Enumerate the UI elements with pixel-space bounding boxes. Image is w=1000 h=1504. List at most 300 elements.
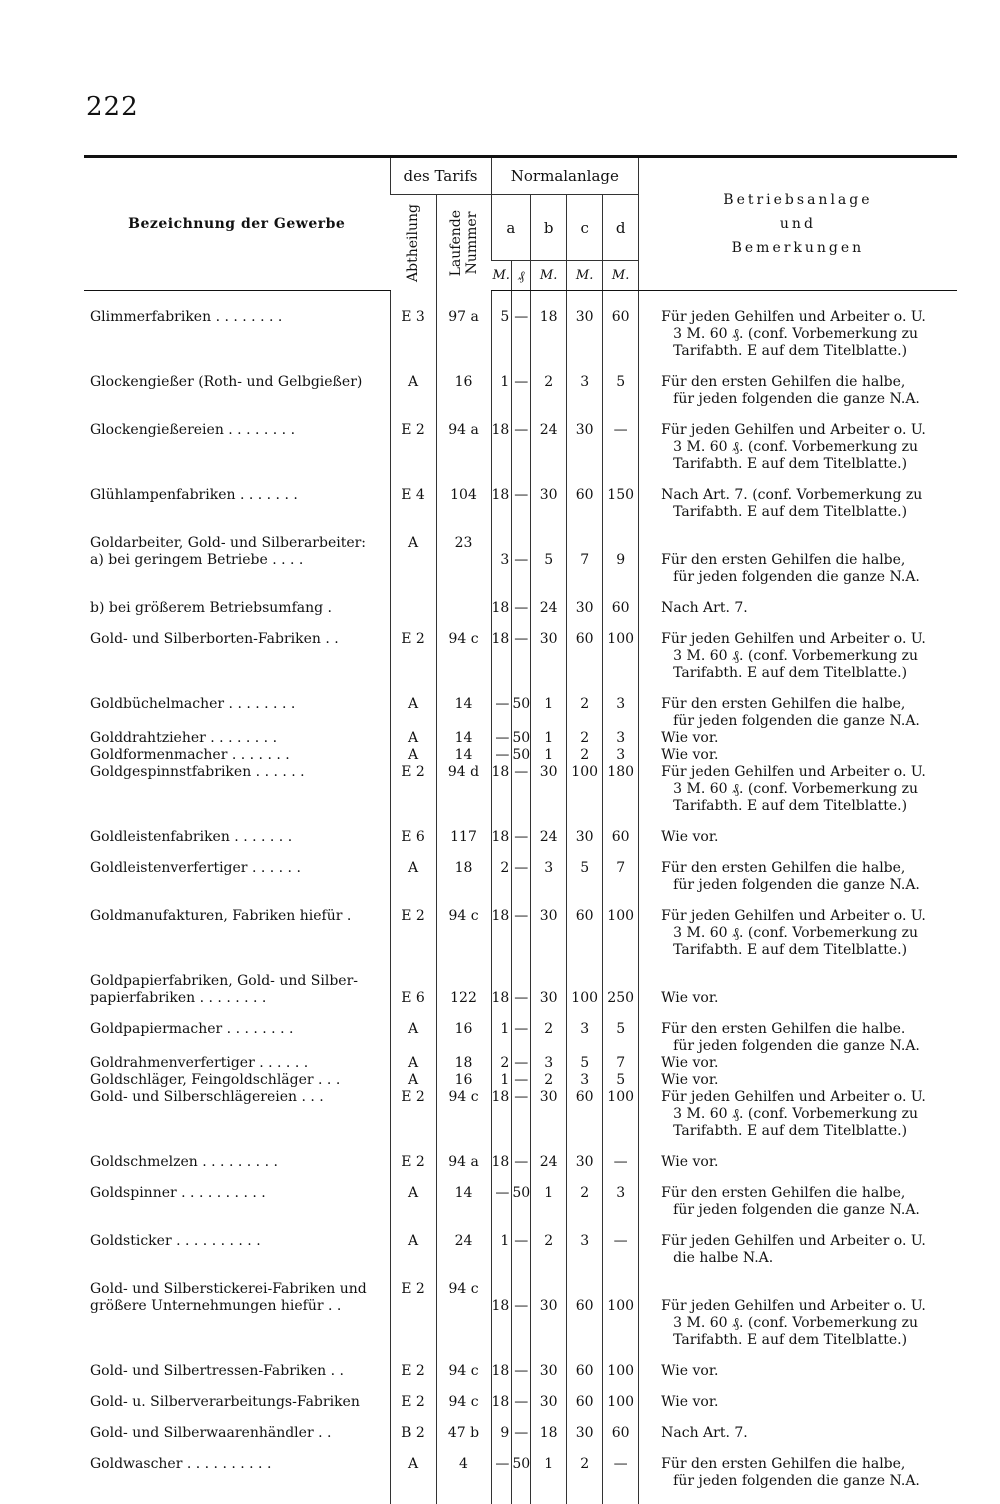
laufende-nummer-cell	[436, 973, 491, 1021]
table-row	[84, 1456, 957, 1504]
remarks-line: 3 M. 60 ₰. (conf. Vorbemerkung zu	[661, 1315, 957, 1332]
rate-a-mark-cell	[491, 1055, 512, 1072]
rate-b-cell-value: 30	[540, 631, 558, 647]
rate-a-pfennig-cell	[512, 1394, 531, 1425]
remarks-line: 3 M. 60 ₰. (conf. Vorbemerkung zu	[661, 925, 957, 942]
rate-d-cell-value: —	[614, 1154, 628, 1170]
rate-c-cell-value: 3	[580, 1233, 589, 1249]
abteilung-cell-value: A	[408, 860, 418, 876]
trade-name-line: Gold- und Silberschlägereien . . .	[90, 1089, 386, 1106]
rate-b-cell-value: 24	[540, 829, 558, 845]
laufende-nummer-cell-value: 94 a	[448, 422, 479, 438]
rate-b-cell	[531, 764, 567, 829]
abteilung-cell	[390, 1363, 436, 1394]
rate-c-cell-value: 60	[576, 1089, 594, 1105]
remarks-line: Wie vor.	[661, 1394, 957, 1411]
header-remarks	[639, 157, 957, 291]
rate-c-cell	[567, 908, 603, 973]
abteilung-cell	[390, 1425, 436, 1456]
rate-d-cell-value: 180	[607, 764, 634, 780]
trade-name-line: Gold- und Silbertressen-Fabriken . .	[90, 1363, 386, 1380]
header-unit-mark: M.	[491, 261, 512, 291]
rate-b-cell-value: 30	[540, 1363, 558, 1379]
rate-a-pfennig-cell	[512, 747, 531, 764]
abteilung-cell-value: E 3	[401, 309, 425, 325]
laufende-nummer-cell-value: 14	[455, 747, 473, 763]
remarks-line: Für jeden Gehilfen und Arbeiter o. U.	[661, 1298, 957, 1315]
rate-c-cell-value: 2	[580, 730, 589, 746]
laufende-nummer-cell-value: 18	[455, 1055, 473, 1071]
rate-b-cell	[531, 1394, 567, 1425]
rate-a-pfennig-cell-value: —	[514, 422, 528, 438]
trade-name-line: Goldsticker . . . . . . . . . .	[90, 1233, 386, 1250]
header-remarks-line-3: Bemerkungen	[639, 236, 957, 260]
remarks-line: Wie vor.	[661, 1072, 957, 1089]
spacer	[661, 535, 957, 552]
rate-a-pfennig-cell-value: —	[514, 1021, 528, 1037]
laufende-nummer-cell-value: 14	[455, 696, 473, 712]
abteilung-cell-value: A	[408, 1456, 418, 1472]
remarks-line: Tarifabth. E auf dem Titelblatte.)	[661, 1332, 957, 1349]
rate-a-mark-cell	[491, 631, 512, 696]
laufende-nummer-cell	[436, 1089, 491, 1154]
table-row	[84, 1055, 957, 1072]
rate-c-cell	[567, 600, 603, 631]
rate-c-cell-value: 60	[576, 631, 594, 647]
rate-a-mark-cell	[491, 730, 512, 747]
rate-b-cell-value: 30	[540, 487, 558, 503]
abteilung-cell-value: A	[408, 730, 418, 746]
remarks-line: Für den ersten Gehilfen die halbe,	[661, 1185, 957, 1202]
table-row	[84, 973, 957, 1021]
rate-d-cell	[603, 1425, 639, 1456]
rate-c-cell	[567, 631, 603, 696]
laufende-nummer-cell-value: 104	[450, 487, 477, 503]
rate-b-cell-value: 30	[540, 1394, 558, 1410]
rate-c-cell	[567, 829, 603, 860]
trade-name-line: Glühlampenfabriken . . . . . . .	[90, 487, 386, 504]
header-laufende-line-1: Laufende	[448, 210, 464, 276]
rate-d-cell	[603, 374, 639, 422]
laufende-nummer-cell-value: 94 c	[448, 1281, 478, 1297]
rate-b-cell	[531, 535, 567, 600]
rate-c-cell-value: 7	[580, 552, 589, 568]
rate-a-mark-cell-value: 1	[500, 1233, 509, 1249]
trade-name	[84, 747, 390, 764]
abteilung-cell-value: E 2	[401, 1154, 425, 1170]
remarks-line: Für den ersten Gehilfen die halbe,	[661, 860, 957, 877]
rate-b-cell	[531, 1089, 567, 1154]
table-body	[84, 291, 957, 1504]
rate-d-cell-value: 5	[616, 1072, 625, 1088]
rate-b-cell-value: 18	[540, 309, 558, 325]
abteilung-cell-value: E 6	[401, 829, 425, 845]
remarks-line: für jeden folgenden die ganze N.A.	[661, 1038, 957, 1055]
trade-name-line: Goldformenmacher . . . . . . .	[90, 747, 386, 764]
rate-b-cell	[531, 696, 567, 730]
laufende-nummer-cell	[436, 1185, 491, 1233]
rate-d-cell	[603, 1072, 639, 1089]
rate-c-cell-value: 3	[580, 374, 589, 390]
rate-c-cell-value: 3	[580, 1021, 589, 1037]
table-header	[84, 157, 957, 291]
rate-d-cell	[603, 1363, 639, 1394]
header-col-a: a	[491, 195, 531, 261]
abteilung-cell	[390, 1089, 436, 1154]
spacer	[492, 535, 510, 552]
abteilung-cell-value: E 2	[401, 1089, 425, 1105]
header-abteilung-label: Abtheilung	[405, 204, 421, 282]
rate-a-mark-cell	[491, 1456, 512, 1504]
remarks-cell	[639, 1072, 957, 1089]
rate-b-cell	[531, 747, 567, 764]
rate-a-pfennig-cell	[512, 1089, 531, 1154]
spacer	[437, 973, 491, 990]
header-col-b: b	[531, 195, 567, 261]
laufende-nummer-cell-value: 94 c	[448, 631, 478, 647]
trade-name	[84, 1394, 390, 1425]
rate-b-cell-value: 1	[544, 747, 553, 763]
rate-a-pfennig-cell-value: —	[514, 1154, 528, 1170]
abteilung-cell-value: A	[408, 1233, 418, 1249]
rate-a-pfennig-cell-value: —	[514, 487, 528, 503]
remarks-line: 3 M. 60 ₰. (conf. Vorbemerkung zu	[661, 781, 957, 798]
header-col-c: c	[567, 195, 603, 261]
rate-d-cell-value: 3	[616, 1185, 625, 1201]
trade-name	[84, 422, 390, 487]
rate-a-mark-cell	[491, 1281, 512, 1363]
rate-b-cell	[531, 1456, 567, 1504]
rate-b-cell	[531, 1281, 567, 1363]
abteilung-cell	[390, 374, 436, 422]
laufende-nummer-cell	[436, 1363, 491, 1394]
remarks-line: Tarifabth. E auf dem Titelblatte.)	[661, 798, 957, 815]
rate-a-mark-cell-value: 18	[492, 1089, 510, 1105]
laufende-nummer-cell-value: 16	[455, 1072, 473, 1088]
rate-c-cell-value: 5	[580, 860, 589, 876]
laufende-nummer-cell	[436, 1281, 491, 1363]
rate-d-cell-value: 100	[607, 1298, 634, 1314]
rate-a-mark-cell	[491, 860, 512, 908]
remarks-line: Wie vor.	[661, 1363, 957, 1380]
laufende-nummer-cell	[436, 374, 491, 422]
remarks-line: für jeden folgenden die ganze N.A.	[661, 1473, 957, 1490]
rate-a-mark-cell-value: 18	[492, 1363, 510, 1379]
rate-d-cell	[603, 1233, 639, 1281]
trade-name	[84, 535, 390, 600]
abteilung-cell-value: A	[408, 535, 418, 551]
table-row	[84, 1363, 957, 1394]
laufende-nummer-cell	[436, 1154, 491, 1185]
rate-d-cell	[603, 600, 639, 631]
remarks-cell	[639, 1456, 957, 1504]
rate-b-cell-value: 2	[544, 1233, 553, 1249]
laufende-nummer-cell	[436, 1233, 491, 1281]
header-col-d: d	[603, 195, 639, 261]
remarks-line: 3 M. 60 ₰. (conf. Vorbemerkung zu	[661, 648, 957, 665]
rate-a-mark-cell-value: —	[495, 747, 509, 763]
rate-b-cell	[531, 1021, 567, 1055]
spacer	[567, 1281, 602, 1298]
remarks-line: Tarifabth. E auf dem Titelblatte.)	[661, 343, 957, 360]
rate-d-cell-value: 100	[607, 1363, 634, 1379]
rate-a-pfennig-cell	[512, 973, 531, 1021]
rate-a-mark-cell	[491, 422, 512, 487]
rate-d-cell-value: 3	[616, 747, 625, 763]
rate-a-pfennig-cell	[512, 829, 531, 860]
rate-d-cell-value: 9	[616, 552, 625, 568]
remarks-cell	[639, 1233, 957, 1281]
rate-b-cell	[531, 973, 567, 1021]
header-unit-pfennig: ₰	[512, 261, 531, 291]
rate-a-mark-cell-value: 18	[492, 600, 510, 616]
rate-c-cell	[567, 487, 603, 535]
rate-b-cell-value: 3	[544, 860, 553, 876]
abteilung-cell	[390, 860, 436, 908]
trade-name-line: Goldschmelzen . . . . . . . . .	[90, 1154, 386, 1171]
trade-name-line: Goldschläger, Feingoldschläger . . .	[90, 1072, 386, 1089]
spacer	[492, 1281, 510, 1298]
rate-c-cell	[567, 291, 603, 375]
remarks-cell	[639, 1281, 957, 1363]
trade-name-line: b) bei größerem Betriebsumfang .	[90, 600, 386, 617]
abteilung-cell-value: A	[408, 1072, 418, 1088]
trade-name	[84, 1425, 390, 1456]
remarks-cell	[639, 829, 957, 860]
rate-a-pfennig-cell	[512, 730, 531, 747]
abteilung-cell	[390, 908, 436, 973]
rate-b-cell	[531, 291, 567, 375]
trade-name	[84, 908, 390, 973]
remarks-cell	[639, 1089, 957, 1154]
rate-b-cell-value: 1	[544, 1456, 553, 1472]
rate-a-pfennig-cell-value: —	[514, 374, 528, 390]
remarks-cell	[639, 1154, 957, 1185]
rate-a-pfennig-cell	[512, 535, 531, 600]
header-unit-mark-c: M.	[567, 261, 603, 291]
rate-a-mark-cell	[491, 908, 512, 973]
rate-a-pfennig-cell-value: —	[514, 600, 528, 616]
laufende-nummer-cell-value: 122	[450, 990, 477, 1006]
rate-d-cell	[603, 1154, 639, 1185]
spacer	[531, 973, 566, 990]
rate-d-cell-value: 7	[616, 860, 625, 876]
trade-name	[84, 487, 390, 535]
table-row	[84, 291, 957, 375]
rate-a-pfennig-cell-value: —	[514, 990, 528, 1006]
table-row	[84, 1154, 957, 1185]
abteilung-cell-value: A	[408, 747, 418, 763]
remarks-cell	[639, 730, 957, 747]
remarks-cell	[639, 631, 957, 696]
rate-a-pfennig-cell-value: —	[514, 309, 528, 325]
laufende-nummer-cell-value: 94 c	[448, 1363, 478, 1379]
rate-a-pfennig-cell	[512, 1055, 531, 1072]
rate-b-cell	[531, 1055, 567, 1072]
rate-a-mark-cell-value: 18	[492, 1394, 510, 1410]
rate-a-pfennig-cell	[512, 631, 531, 696]
rate-c-cell-value: 60	[576, 1363, 594, 1379]
abteilung-cell-value: E 2	[401, 908, 425, 924]
abteilung-cell	[390, 422, 436, 487]
rate-a-mark-cell-value: 2	[500, 860, 509, 876]
laufende-nummer-cell	[436, 535, 491, 600]
rate-a-pfennig-cell-value: —	[514, 631, 528, 647]
rate-a-mark-cell-value: 2	[500, 1055, 509, 1071]
rate-a-pfennig-cell-value: —	[514, 552, 528, 568]
rate-b-cell	[531, 1072, 567, 1089]
trade-name-line: Goldleistenverfertiger . . . . . .	[90, 860, 386, 877]
rate-a-mark-cell	[491, 1021, 512, 1055]
rate-b-cell	[531, 1425, 567, 1456]
rate-c-cell	[567, 1233, 603, 1281]
abteilung-cell	[390, 1154, 436, 1185]
trade-name	[84, 1363, 390, 1394]
rate-b-cell	[531, 860, 567, 908]
trade-name	[84, 1154, 390, 1185]
rate-c-cell	[567, 1185, 603, 1233]
rate-c-cell	[567, 730, 603, 747]
trade-name-line: Gold- und Silberborten-Fabriken . .	[90, 631, 386, 648]
rate-d-cell	[603, 1055, 639, 1072]
laufende-nummer-cell-value: 14	[455, 1185, 473, 1201]
abteilung-cell	[390, 1394, 436, 1425]
rate-a-pfennig-cell-value: —	[514, 1298, 528, 1314]
rate-c-cell	[567, 1281, 603, 1363]
abteilung-cell	[390, 1055, 436, 1072]
remarks-cell	[639, 764, 957, 829]
abteilung-cell	[390, 600, 436, 631]
rate-a-pfennig-cell-value: —	[514, 764, 528, 780]
remarks-line: Wie vor.	[661, 829, 957, 846]
trade-name-line: Goldwascher . . . . . . . . . .	[90, 1456, 386, 1473]
trade-name-line: Goldpapiermacher . . . . . . . .	[90, 1021, 386, 1038]
rate-b-cell-value: 2	[544, 374, 553, 390]
rate-d-cell	[603, 696, 639, 730]
rate-a-pfennig-cell	[512, 1072, 531, 1089]
header-normalanlage: Normalanlage	[491, 157, 639, 195]
remarks-line: Tarifabth. E auf dem Titelblatte.)	[661, 504, 957, 521]
remarks-line: Nach Art. 7.	[661, 600, 957, 617]
rate-d-cell	[603, 730, 639, 747]
spacer	[492, 973, 510, 990]
laufende-nummer-cell	[436, 487, 491, 535]
laufende-nummer-cell	[436, 747, 491, 764]
rate-d-cell-value: 60	[612, 309, 630, 325]
remarks-cell	[639, 1425, 957, 1456]
table-row	[84, 730, 957, 747]
trade-name	[84, 1281, 390, 1363]
rate-a-pfennig-cell	[512, 764, 531, 829]
abteilung-cell-value: A	[408, 1021, 418, 1037]
rate-a-pfennig-cell-value: —	[514, 1425, 528, 1441]
laufende-nummer-cell	[436, 600, 491, 631]
rate-a-pfennig-cell-value: 50	[512, 747, 530, 763]
rate-a-pfennig-cell-value: —	[514, 1394, 528, 1410]
rate-a-pfennig-cell-value: 50	[512, 1456, 530, 1472]
rate-c-cell-value: 60	[576, 487, 594, 503]
header-unit-mark-d: M.	[603, 261, 639, 291]
remarks-line: Für den ersten Gehilfen die halbe,	[661, 1456, 957, 1473]
rate-d-cell	[603, 764, 639, 829]
laufende-nummer-cell-value: 97 a	[448, 309, 479, 325]
remarks-line: für jeden folgenden die ganze N.A.	[661, 877, 957, 894]
rate-d-cell	[603, 973, 639, 1021]
rate-b-cell-value: 30	[540, 990, 558, 1006]
rate-b-cell-value: 30	[540, 764, 558, 780]
abteilung-cell	[390, 829, 436, 860]
rate-d-cell-value: 100	[607, 908, 634, 924]
remarks-line: Tarifabth. E auf dem Titelblatte.)	[661, 942, 957, 959]
laufende-nummer-cell-value: 94 a	[448, 1154, 479, 1170]
remarks-line: Für jeden Gehilfen und Arbeiter o. U.	[661, 908, 957, 925]
rate-b-cell-value: 30	[540, 1298, 558, 1314]
rate-b-cell-value: 1	[544, 730, 553, 746]
rate-c-cell-value: 30	[576, 422, 594, 438]
rate-a-mark-cell-value: 18	[492, 764, 510, 780]
abteilung-cell	[390, 1456, 436, 1504]
table-row	[84, 1425, 957, 1456]
rate-d-cell-value: 100	[607, 1089, 634, 1105]
remarks-cell	[639, 535, 957, 600]
trade-name	[84, 291, 390, 375]
trade-name	[84, 730, 390, 747]
abteilung-cell-value: B 2	[401, 1425, 425, 1441]
remarks-cell	[639, 1185, 957, 1233]
rate-a-mark-cell	[491, 764, 512, 829]
trade-name-line: Goldleistenfabriken . . . . . . .	[90, 829, 386, 846]
abteilung-cell-value: A	[408, 1055, 418, 1071]
spacer	[603, 535, 638, 552]
rate-a-mark-cell-value: 18	[492, 990, 510, 1006]
rate-d-cell	[603, 631, 639, 696]
remarks-line: Wie vor.	[661, 990, 957, 1007]
remarks-line: die halbe N.A.	[661, 1250, 957, 1267]
rate-b-cell-value: 1	[544, 696, 553, 712]
rate-a-pfennig-cell-value: —	[514, 1233, 528, 1249]
rate-c-cell-value: 60	[576, 908, 594, 924]
rate-c-cell-value: 2	[580, 747, 589, 763]
remarks-cell	[639, 696, 957, 730]
rate-a-mark-cell-value: 18	[492, 1154, 510, 1170]
abteilung-cell-value: E 2	[401, 1394, 425, 1410]
rate-b-cell	[531, 829, 567, 860]
rate-c-cell	[567, 1363, 603, 1394]
remarks-line: Tarifabth. E auf dem Titelblatte.)	[661, 1123, 957, 1140]
abteilung-cell-value: E 6	[401, 990, 425, 1006]
rate-b-cell	[531, 487, 567, 535]
abteilung-cell-value: E 2	[401, 1281, 425, 1297]
trade-name-line: Goldpapierfabriken, Gold- und Silber-	[90, 973, 386, 990]
rate-d-cell	[603, 487, 639, 535]
rate-a-mark-cell	[491, 973, 512, 1021]
rate-b-cell-value: 5	[544, 552, 553, 568]
rate-a-pfennig-cell	[512, 487, 531, 535]
remarks-line: für jeden folgenden die ganze N.A.	[661, 713, 957, 730]
abteilung-cell-value: E 2	[401, 1363, 425, 1379]
rate-a-pfennig-cell	[512, 422, 531, 487]
rate-d-cell-value: 3	[616, 696, 625, 712]
rate-a-pfennig-cell-value: —	[514, 1055, 528, 1071]
rate-a-mark-cell	[491, 1394, 512, 1425]
rate-d-cell-value: 100	[607, 1394, 634, 1410]
laufende-nummer-cell	[436, 1425, 491, 1456]
remarks-cell	[639, 600, 957, 631]
table-row	[84, 1021, 957, 1055]
remarks-cell	[639, 487, 957, 535]
rate-a-pfennig-cell	[512, 1363, 531, 1394]
header-laufende-line-2: Nummer	[464, 210, 480, 276]
